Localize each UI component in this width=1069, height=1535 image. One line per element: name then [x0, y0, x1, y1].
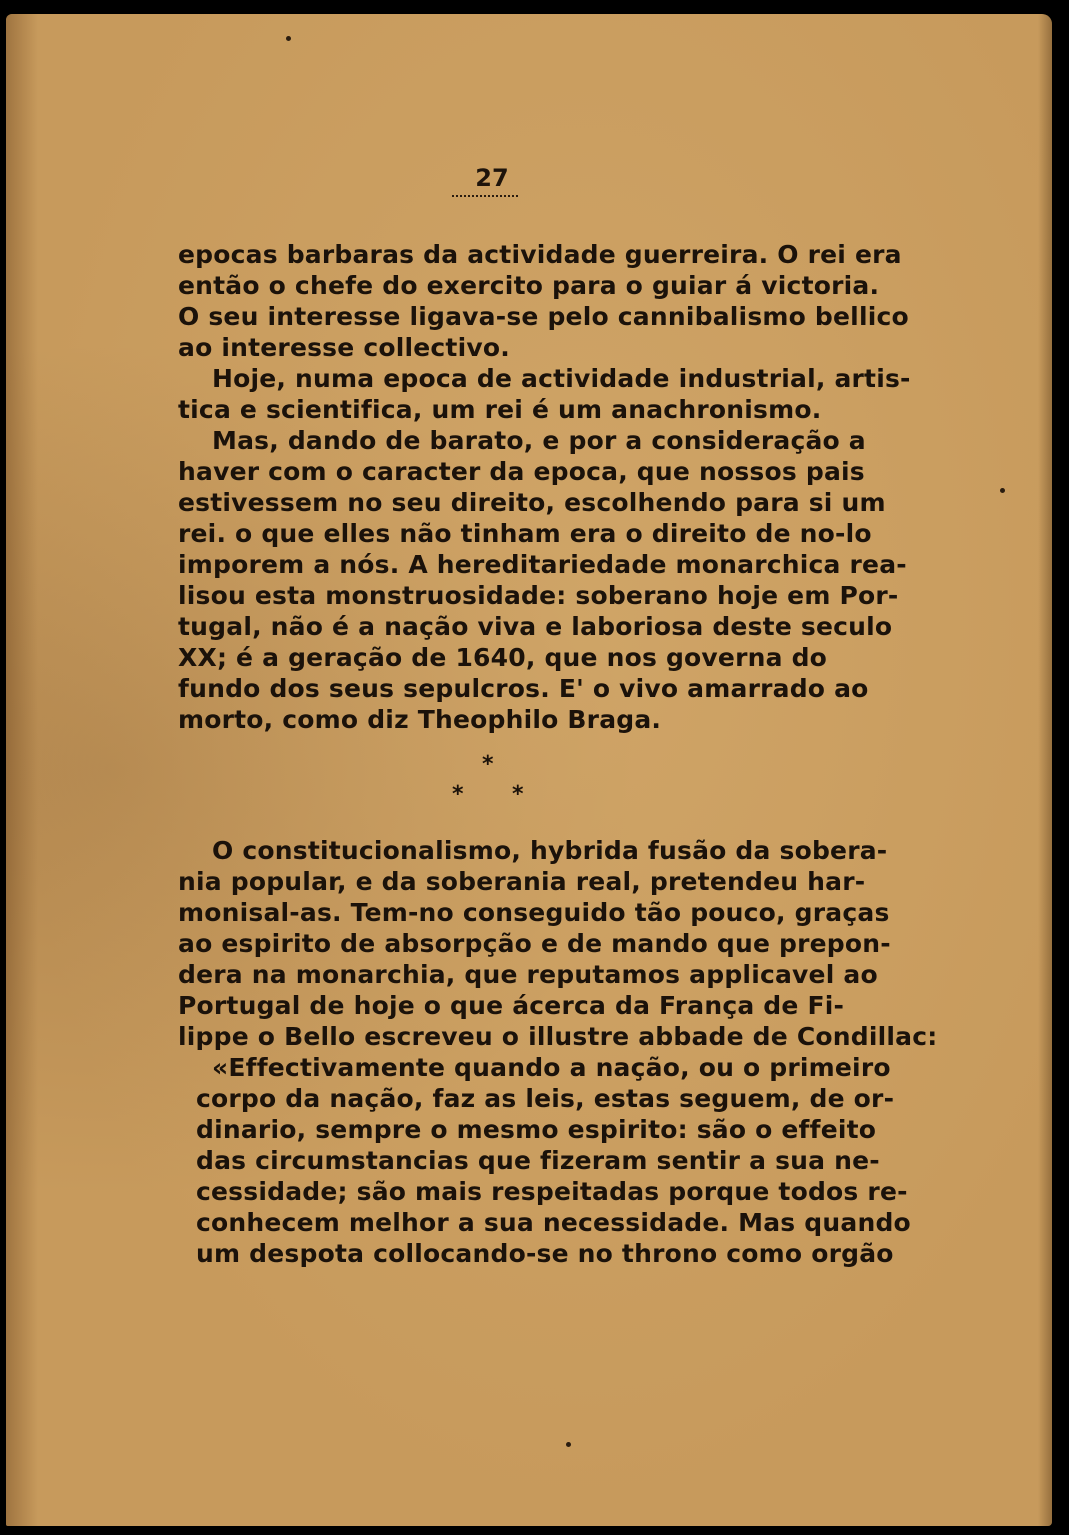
text-line: fundo dos seus sepulcros. E' o vivo amarrado ao — [178, 674, 869, 703]
text-line: nia popular, e da soberania real, pretendeu har- — [178, 867, 866, 896]
paper-speck — [286, 36, 291, 41]
text-line: estivessem no seu direito, escolhendo para si um — [178, 488, 886, 517]
text-line: das circumstancias que fizeram sentir a sua ne- — [196, 1146, 880, 1175]
text-line: um despota collocando-se no throno como orgão — [196, 1239, 894, 1268]
text-line: «Effectivamente quando a nação, ou o primeiro — [212, 1053, 891, 1082]
text-line: Hoje, numa epoca de actividade industrial, artis- — [212, 364, 911, 393]
paper-speck — [1000, 488, 1005, 493]
text-line: dinario, sempre o mesmo espirito: são o effeito — [196, 1115, 877, 1144]
separator-asterisk: * — [512, 782, 524, 807]
text-line: XX; é a geração de 1640, que nos governa do — [178, 643, 828, 672]
page-number: 27 — [475, 164, 509, 192]
text-line: lippe o Bello escreveu o illustre abbade de Condillac: — [178, 1022, 938, 1051]
text-line: imporem a nós. A hereditariedade monarchica rea- — [178, 550, 907, 579]
page-binding-shadow — [6, 14, 38, 1526]
paper-speck — [566, 1442, 571, 1447]
text-line: tugal, não é a nação viva e laboriosa deste seculo — [178, 612, 893, 641]
text-line: cessidade; são mais respeitadas porque todos re- — [196, 1177, 908, 1206]
separator-asterisk: * — [482, 752, 494, 777]
text-line: tica e scientifica, um rei é um anachronismo. — [178, 395, 822, 424]
text-line: ao espirito de absorpção e de mando que prepon- — [178, 929, 891, 958]
text-line: rei. o que elles não tinham era o direito de no-lo — [178, 519, 872, 548]
text-line: morto, como diz Theophilo Braga. — [178, 705, 662, 734]
book-page — [6, 14, 1052, 1526]
text-line: então o chefe do exercito para o guiar á victoria. — [178, 271, 880, 300]
text-line: monisal-as. Tem-no conseguido tão pouco, graças — [178, 898, 890, 927]
text-line: ao interesse collectivo. — [178, 333, 510, 362]
page-edge-shadow — [1038, 14, 1052, 1526]
text-line: lisou esta monstruosidade: soberano hoje em Por- — [178, 581, 899, 610]
text-line: corpo da nação, faz as leis, estas seguem, de or- — [196, 1084, 895, 1113]
text-line: dera na monarchia, que reputamos applicavel ao — [178, 960, 878, 989]
text-line: epocas barbaras da actividade guerreira. O rei era — [178, 240, 902, 269]
text-line: haver com o caracter da epoca, que nossos pais — [178, 457, 865, 486]
text-line: O seu interesse ligava-se pelo cannibalismo bellico — [178, 302, 909, 331]
text-line: O constitucionalismo, hybrida fusão da sobera- — [212, 836, 888, 865]
page-number-rule — [452, 195, 518, 197]
text-line: Mas, dando de barato, e por a consideração a — [212, 426, 866, 455]
text-line: conhecem melhor a sua necessidade. Mas quando — [196, 1208, 911, 1237]
text-line: Portugal de hoje o que ácerca da França de Fi- — [178, 991, 845, 1020]
separator-asterisk: * — [452, 782, 464, 807]
